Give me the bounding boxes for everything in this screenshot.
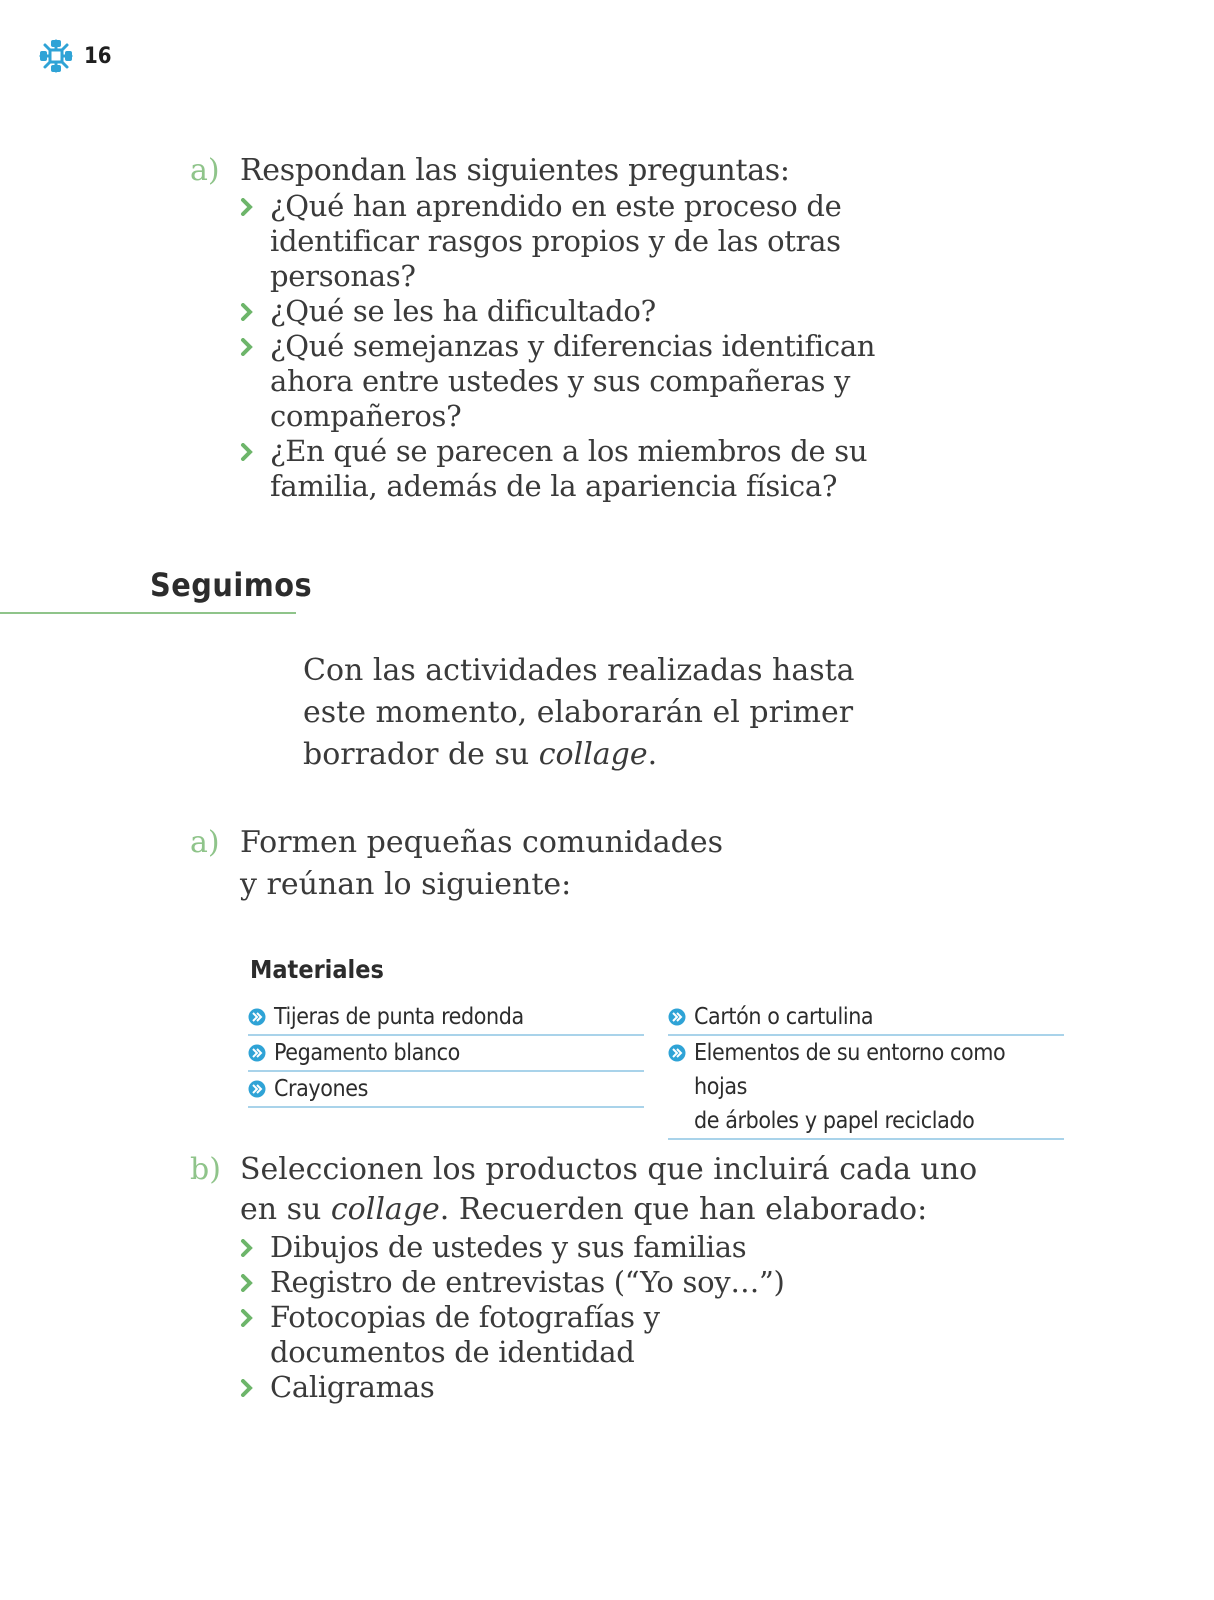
list-item: ¿Qué semejanzas y diferencias identifican ahora entre ustedes y sus compañeras y compañeros? [240, 329, 950, 434]
chevron-right-icon [240, 443, 254, 461]
chevron-right-icon [240, 1379, 254, 1397]
list-item: Tijeras de punta redonda [248, 1000, 644, 1036]
item-letter: a) [190, 153, 220, 188]
list-item: ¿Qué se les ha dificultado? [240, 294, 950, 329]
questions-lead: Respondan las siguientes preguntas: [240, 153, 790, 188]
snowflake-logo-icon [38, 38, 74, 74]
circle-chevron-icon [248, 1008, 266, 1026]
page-header [38, 38, 112, 74]
materials-left-column [248, 1000, 644, 1108]
circle-chevron-icon [668, 1044, 686, 1062]
page-number: 16 [84, 43, 112, 69]
circle-chevron-icon [668, 1008, 686, 1026]
list-item: ¿En qué se parecen a los miembros de su familia, además de la apariencia física? [240, 434, 950, 504]
list-item: Pegamento blanco [248, 1036, 644, 1072]
questions-section [190, 152, 950, 504]
chevron-right-icon [240, 1239, 254, 1257]
section-title: Seguimos [150, 566, 313, 604]
list-item: Cartón o cartulina [668, 1000, 1064, 1036]
section-title-rule [0, 612, 296, 614]
chevron-right-icon [240, 1274, 254, 1292]
instruction-b: b) Seleccionen los productos que incluirá cada uno en su collage. Recuerden que han elaborado: Dibujos de ustedes y sus familias Registro de entrevistas (“Yo soy…”) Fotocopias de fotografías y documentos de identidad Caligramas [190, 1150, 990, 1405]
instruction-a: a) Formen pequeñas comunidades y reúnan lo siguiente: [190, 822, 950, 906]
list-item: Elementos de su entorno como hojas de árboles y papel reciclado [668, 1036, 1064, 1140]
intro-paragraph: Con las actividades realizadas hasta este momento, elaborarán el primer borrador de su collage. [303, 653, 855, 772]
list-item: ¿Qué han aprendido en este proceso de identificar rasgos propios y de las otras personas? [240, 189, 950, 294]
chevron-right-icon [240, 198, 254, 216]
materials-right-column [668, 1000, 1064, 1140]
chevron-right-icon [240, 1309, 254, 1327]
item-letter: b) [190, 1152, 221, 1187]
products-list [240, 1230, 990, 1405]
chevron-right-icon [240, 303, 254, 321]
circle-chevron-icon [248, 1044, 266, 1062]
list-item: Registro de entrevistas (“Yo soy…”) [240, 1265, 990, 1300]
list-item: Dibujos de ustedes y sus familias [240, 1230, 990, 1265]
circle-chevron-icon [248, 1080, 266, 1098]
item-letter: a) [190, 825, 220, 860]
chevron-right-icon [240, 338, 254, 356]
list-item: Caligramas [240, 1370, 990, 1405]
list-item: Crayones [248, 1072, 644, 1108]
questions-list [240, 189, 950, 504]
list-item: Fotocopias de fotografías y documentos de identidad [240, 1300, 990, 1370]
materials-title: Materiales [250, 955, 384, 984]
